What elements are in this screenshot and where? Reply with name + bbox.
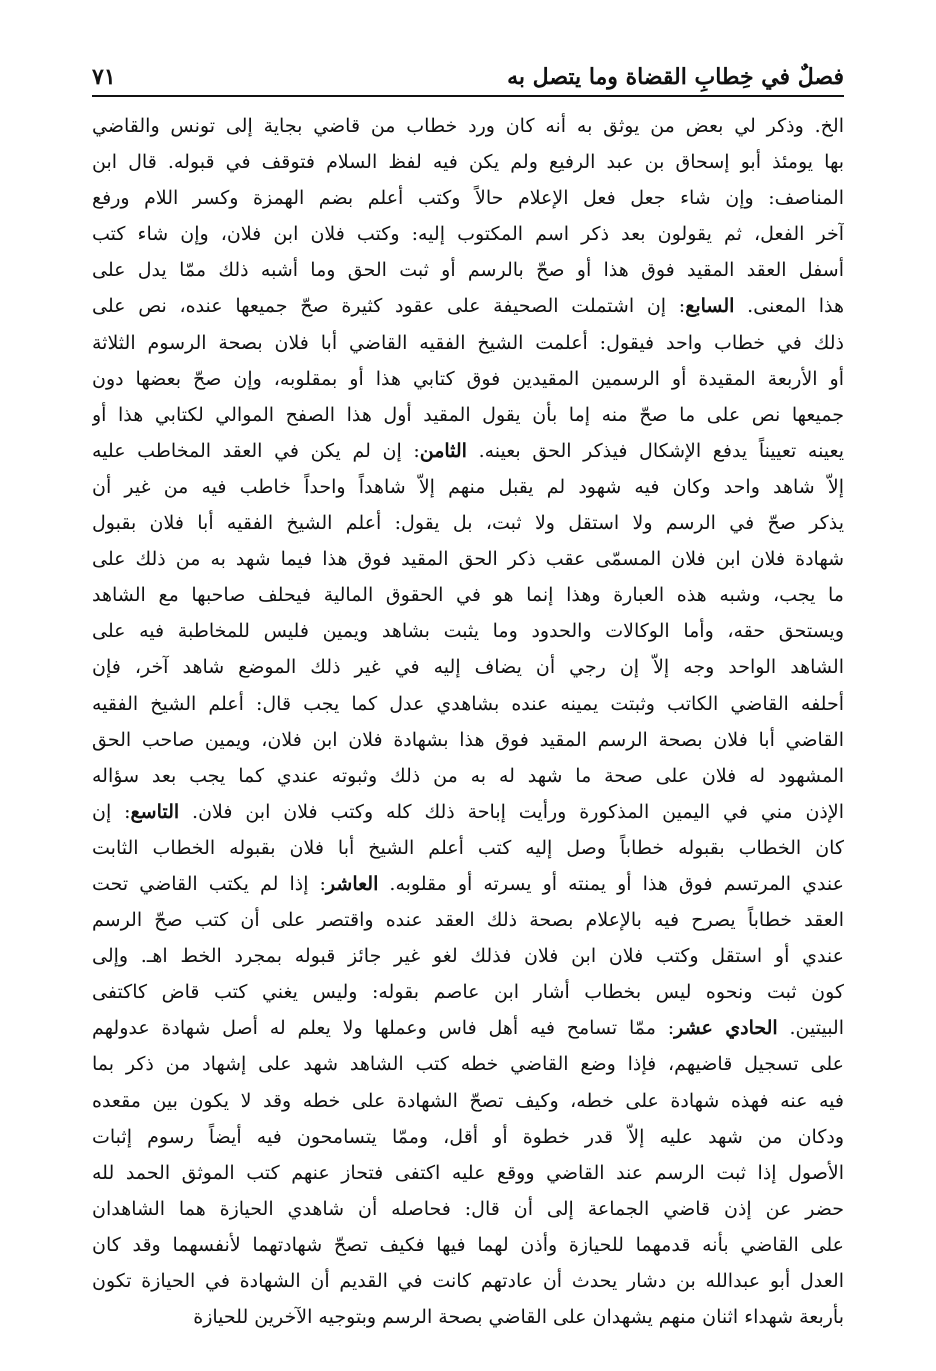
text-segment: الشاهد الواحد وجه إلاّ إن رجي أن يضاف إليه في غير ذلك الموضع شاهد آخر، فإن [92, 656, 844, 679]
text-line [92, 108, 844, 144]
text-segment: جميعها نص على ما صحّ منه إما بأن يقول المقيد أول هذا الصفح الموالي لكتابي هذا أو [92, 403, 844, 426]
section-heading: التاسع [130, 800, 180, 823]
text-line [92, 1191, 844, 1227]
text-segment: هذا المعنى. [734, 295, 844, 318]
text-segment: أسفل العقد المقيد فوق هذا أو صحّ بالرسم أو ثبت الحق وما أشبه ذلك ممّا يدل على [92, 259, 844, 282]
text-line [92, 1299, 844, 1335]
text-segment: فيه عنه فهذه شهادة على خطه، وكيف تصحّ الشهادة على خطه وقد لا يكون بين مقعده [92, 1089, 844, 1112]
text-line [92, 974, 844, 1010]
body-text [92, 108, 844, 1335]
text-line [92, 433, 844, 469]
text-segment: عندي أو استقل وكتب فلان ابن فلان فذلك لغو غير جائز قبوله بمجرد الخط اهـ. وإلى [92, 945, 844, 968]
text-segment: الإذن مني في اليمين المذكورة ورأيت إباحة ذلك كله وكتب فلان ابن فلان. [179, 800, 844, 823]
text-line [92, 613, 844, 649]
text-segment: البيتين. [777, 1017, 844, 1040]
text-line [92, 397, 844, 433]
text-segment: عندي المرتسم فوق هذا أو يمنته أو يسرته أو مقلوبه. [378, 872, 844, 895]
text-line [92, 758, 844, 794]
text-segment: ويستحق حقه، وأما الوكالات والحدود وما يثبت بشاهد ويمين فليس للمخاطبة فيه على [92, 620, 844, 643]
text-segment: آخر الفعل، ثم يقولون بعد ذكر اسم المكتوب إليه: وكتب فلان ابن فلان، وإن شاء كتب [92, 223, 844, 246]
text-line [92, 938, 844, 974]
text-segment: : إن [92, 800, 131, 823]
text-segment: الأصول إذا ثبت الرسم عند القاضي ووقع عليه اكتفى فتحاز عنهم كتب الموثق الحمد لله [92, 1161, 844, 1184]
page-header [92, 52, 844, 92]
text-segment: كان الخطاب بقبوله خطاباً وصل إليه كتب أعلم الشيخ أبا فلان بقبوله الخطاب الثابت [92, 836, 844, 859]
text-segment: شهادة فلان ابن فلان المسمّى عقب ذكر الحق المقيد فوق هذا فيما شهد به من ذلك على [92, 548, 844, 571]
text-line [92, 541, 844, 577]
text-segment: العدل أبو عبدالله بن دشار يحدث أن عادتهم كانت في القديم أن الشهادة في الحيازة تكون [92, 1270, 844, 1292]
text-segment: : ممّا تسامح فيه أهل فاس وعملها ولا يعلم له أصل شهادة عدولهم [92, 1017, 675, 1040]
text-line [92, 216, 844, 252]
text-line [92, 866, 844, 902]
text-segment: : إذا لم يكتب القاضي تحت [92, 872, 326, 895]
text-segment: على تسجيل قاضيهم، فإذا وضع القاضي خطه كتب الشاهد شهد على إشهاد من ذكر بما [92, 1053, 844, 1076]
text-segment: على القاضي بأنه قدمهما للحيازة وأذن لهما فيها فكيف تصحّ شهادتهما لأنفسهما وقد كان [92, 1233, 844, 1256]
text-segment: يعينه تعييناً يدفع الإشكال فيذكر الحق بعينه. [466, 439, 844, 462]
text-line [92, 649, 844, 685]
text-segment: ما يجب، وشبه هذه العبارة وهذا إنما هو في الحقوق المالية فيحلف صاحبها مع الشاهد [92, 584, 844, 607]
text-line [92, 325, 844, 361]
text-line [92, 180, 844, 216]
section-heading: العاشر [325, 872, 379, 895]
text-line [92, 361, 844, 397]
text-line [92, 830, 844, 866]
text-line [92, 288, 844, 324]
text-line [92, 505, 844, 541]
text-segment: بها يومئذ أبو إسحاق بن عبد الرفيع ولم يكن فيه لفظ السلام فتوقف في قبوله. قال ابن [92, 151, 844, 174]
text-line [92, 144, 844, 180]
text-line [92, 1119, 844, 1155]
section-heading: السابع [685, 295, 735, 318]
text-segment: المناصف: وإن شاء جعل فعل الإعلام حالاً وكتب أعلم بضم الهمزة وكسر اللام ورفع [92, 187, 844, 210]
text-segment: ودكان من شهد عليه إلاّ قدر خطوة أو أقل، وممّا يتسامحون فيه أيضاً رسوم إثبات [92, 1125, 844, 1148]
text-segment: إلاّ شاهد واحد وكان فيه شهود لم يقبل منهم إلاّ شاهداً واحداً خاطب فيه من غير أن [92, 475, 844, 498]
text-line [92, 1083, 844, 1119]
text-line [92, 252, 844, 288]
page-number: ٧١ [92, 64, 116, 90]
text-segment: كون ثبت ونحوه ليس بخطاب أشار ابن عاصم بقوله: وليس يغني كتب قاض كاكتفى [92, 981, 844, 1004]
text-line [92, 469, 844, 505]
text-segment: : إن اشتملت الصحيفة على عقود كثيرة صحّ جميعها عنده، نص على [92, 295, 686, 318]
text-line [92, 1155, 844, 1191]
text-segment: بأربعة شهداء اثنان منهم يشهدان على القاضي بصحة الرسم وبتوجيه الآخرين للحيازة [193, 1306, 844, 1329]
text-line [92, 794, 844, 830]
text-segment: : إن لم يكن في العقد المخاطب عليه [92, 439, 420, 462]
section-heading: الحادي عشر [674, 1017, 778, 1040]
running-header-title: فصلٌ في خِطابِ القضاة وما يتصل به [507, 64, 844, 90]
text-line [92, 577, 844, 613]
text-line [92, 722, 844, 758]
text-line [92, 1263, 844, 1299]
text-segment: أحلفه القاضي الكاتب وثبتت يمينه عنده بشاهدي عدل كما يجب قال: أعلم الشيخ الفقيه [92, 692, 844, 715]
text-line [92, 1010, 844, 1046]
text-segment: الخ. وذكر لي بعض من يوثق به أنه كان ورد خطاب من قاضي بجاية إلى تونس والقاضي [92, 115, 844, 137]
text-line [92, 1046, 844, 1082]
text-line [92, 902, 844, 938]
text-segment: ذلك في خطاب واحد فيقول: أعلمت الشيخ الفقيه القاضي أبا فلان بصحة الرسوم الثلاثة [92, 331, 844, 354]
section-heading: الثامن [419, 439, 467, 462]
header-divider [92, 95, 844, 97]
text-segment: يذكر صحّ في الرسم ولا استقل ولا ثبت، بل يقول: أعلم الشيخ الفقيه أبا فلان بقبول [92, 512, 844, 535]
text-line [92, 1227, 844, 1263]
text-segment: العقد خطاباً يصرح فيه بالإعلام بصحة ذلك العقد عنده واقتصر على أن كتب صحّ الرسم [92, 909, 844, 932]
text-segment: المشهود له فلان على صحة ما شهد له به من ذلك وثبوته عندي كما يجب بعد سؤاله [92, 764, 844, 787]
text-segment: حضر عن إذن قاضي الجماعة إلى أن قال: فحاصله أن شاهدي الحيازة هما الشاهدان [92, 1197, 844, 1220]
text-segment: أو الأربعة المقيدة أو الرسمين المقيدين فوق كتابي هذا أو بمقلوبه، وإن صحّ بعضها دون [92, 367, 844, 390]
text-segment: القاضي أبا فلان بصحة الرسم المقيد فوق هذا بشهادة فلان ابن فلان، ويمين صاحب الحق [92, 728, 844, 751]
text-line [92, 686, 844, 722]
